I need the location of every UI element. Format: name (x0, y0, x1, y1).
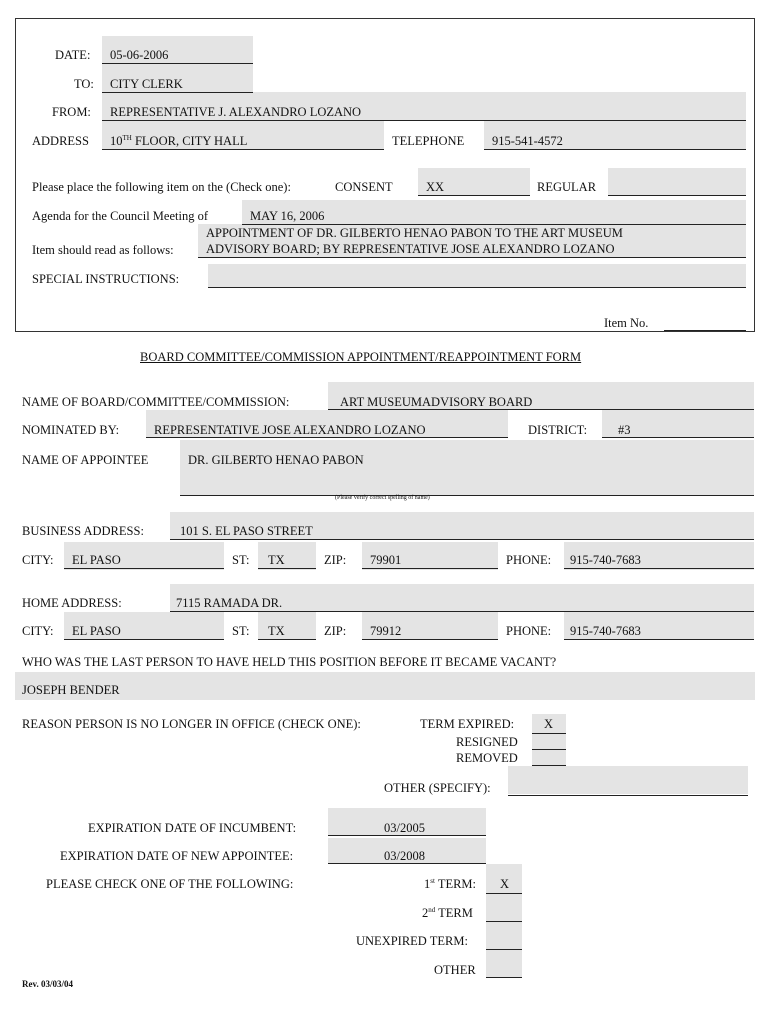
other-term-label: OTHER (434, 963, 476, 977)
home-phone-underline (564, 639, 754, 640)
home-st-label: ST: (232, 624, 250, 638)
business-address-value: 101 S. EL PASO STREET (180, 524, 313, 538)
term-expired-value: X (544, 717, 554, 731)
term-expired-label: TERM EXPIRED: (420, 717, 515, 731)
consent-value: XX (426, 180, 445, 194)
unexpired-term-underline (486, 949, 522, 950)
first-term-value: X (500, 877, 510, 891)
home-address-underline (170, 611, 754, 612)
regular-underline (608, 195, 746, 196)
regular-label: REGULAR (537, 180, 597, 194)
second-term-rest: TERM (435, 906, 473, 920)
home-st-value: TX (268, 624, 285, 638)
exp-new-value: 03/2008 (384, 849, 425, 863)
item-read-label: Item should read as follows: (32, 243, 174, 257)
board-value: ART MUSEUMADVISORY BOARD (340, 395, 533, 409)
removed-underline (532, 765, 566, 766)
second-term-underline (486, 921, 522, 922)
resigned-underline (532, 749, 566, 750)
removed-field[interactable] (532, 750, 566, 766)
business-zip-value: 79901 (370, 553, 402, 567)
first-term-number: 1 (424, 877, 431, 891)
business-st-label: ST: (232, 553, 250, 567)
resigned-field[interactable] (532, 734, 566, 750)
item-read-line2: ADVISORY BOARD; BY REPRESENTATIVE JOSE ALEXANDRO LOZANO (206, 242, 615, 256)
home-st-field[interactable] (258, 612, 316, 640)
check-one-label: PLEASE CHECK ONE OF THE FOLLOWING: (46, 877, 294, 891)
home-zip-underline (362, 639, 498, 640)
last-person-value: JOSEPH BENDER (22, 683, 120, 697)
exp-incumbent-label: EXPIRATION DATE OF INCUMBENT: (88, 821, 297, 835)
business-zip-label: ZIP: (324, 553, 347, 567)
nominated-value: REPRESENTATIVE JOSE ALEXANDRO LOZANO (154, 423, 426, 437)
address-underline (102, 149, 384, 150)
unexpired-term-label: UNEXPIRED TERM: (356, 934, 468, 948)
agenda-value: MAY 16, 2006 (250, 209, 325, 223)
second-term-field[interactable] (486, 894, 522, 922)
other-specify-label: OTHER (SPECIFY): (384, 781, 491, 795)
first-term-suffix: st (430, 877, 435, 885)
other-term-underline (486, 977, 522, 978)
last-person-question: WHO WAS THE LAST PERSON TO HAVE HELD THIS POSITION BEFORE IT BECAME VACANT? (22, 655, 557, 669)
business-phone-label: PHONE: (506, 553, 552, 567)
revision-label: Rev. 03/03/04 (22, 979, 73, 989)
date-value: 05-06-2006 (110, 48, 169, 62)
consent-label: CONSENT (335, 180, 393, 194)
removed-label: REMOVED (456, 751, 518, 765)
address-rest: FLOOR, CITY HALL (131, 134, 248, 148)
business-city-value: EL PASO (72, 553, 121, 567)
term-expired-underline (532, 733, 566, 734)
home-address-value: 7115 RAMADA DR. (176, 596, 283, 610)
second-term-number: 2 (422, 906, 429, 920)
unexpired-term-field[interactable] (486, 922, 522, 950)
home-city-value: EL PASO (72, 624, 121, 638)
district-label: DISTRICT: (528, 423, 588, 437)
business-city-underline (64, 568, 224, 569)
appointee-field[interactable] (180, 440, 754, 496)
first-term-underline (486, 893, 522, 894)
district-underline (602, 437, 754, 438)
consent-underline (418, 195, 530, 196)
exp-incumbent-value: 03/2005 (384, 821, 425, 835)
business-st-field[interactable] (258, 542, 316, 570)
home-phone-value: 915-740-7683 (570, 624, 641, 638)
other-specify-underline (508, 795, 748, 796)
address-value (110, 134, 247, 149)
home-zip-value: 79912 (370, 624, 402, 638)
agenda-label: Agenda for the Council Meeting of (32, 209, 208, 223)
date-underline (102, 63, 253, 64)
item-no-label: Item No. (604, 316, 649, 330)
appointee-label: NAME OF APPOINTEE (22, 453, 149, 467)
home-st-underline (258, 639, 316, 640)
other-term-field[interactable] (486, 950, 522, 978)
business-st-value: TX (268, 553, 285, 567)
appointee-value: DR. GILBERTO HENAO PABON (188, 453, 364, 467)
reason-label: REASON PERSON IS NO LONGER IN OFFICE (CHECK ONE): (22, 717, 361, 731)
item-read-line1: APPOINTMENT OF DR. GILBERTO HENAO PABON TO THE ART MUSEUM (206, 226, 623, 240)
appointee-underline (180, 495, 754, 496)
form-title: BOARD COMMITTEE/COMMISSION APPOINTMENT/REAPPOINTMENT FORM (140, 350, 582, 364)
telephone-underline (484, 149, 746, 150)
second-term-suffix: nd (428, 906, 436, 914)
item-read-underline (198, 257, 746, 258)
to-label: TO: (74, 77, 94, 91)
board-underline (328, 409, 754, 410)
to-value: CITY CLERK (110, 77, 183, 91)
second-term-label (422, 906, 473, 921)
business-zip-underline (362, 568, 498, 569)
nominated-label: NOMINATED BY: (22, 423, 120, 437)
home-zip-label: ZIP: (324, 624, 347, 638)
address-number: 10 (110, 134, 123, 148)
business-address-label: BUSINESS ADDRESS: (22, 524, 144, 538)
business-city-label: CITY: (22, 553, 54, 567)
district-value: #3 (618, 423, 631, 437)
telephone-label: TELEPHONE (392, 134, 465, 148)
last-person-field[interactable] (15, 672, 755, 700)
special-instructions-underline (208, 287, 746, 288)
home-address-label: HOME ADDRESS: (22, 596, 122, 610)
business-phone-underline (564, 568, 754, 569)
business-phone-value: 915-740-7683 (570, 553, 641, 567)
address-label: ADDRESS (32, 134, 89, 148)
other-specify-field[interactable] (508, 766, 748, 794)
nominated-underline (146, 437, 508, 438)
address-suffix: TH (122, 134, 132, 142)
resigned-label: RESIGNED (456, 735, 518, 749)
agenda-underline (242, 224, 746, 225)
regular-field[interactable] (608, 168, 746, 196)
business-st-underline (258, 568, 316, 569)
from-value: REPRESENTATIVE J. ALEXANDRO LOZANO (110, 105, 362, 119)
telephone-value: 915-541-4572 (492, 134, 563, 148)
home-phone-label: PHONE: (506, 624, 552, 638)
place-item-text: Please place the following item on the (Check one): (32, 180, 291, 194)
business-address-underline (170, 539, 754, 540)
special-instructions-label: SPECIAL INSTRUCTIONS: (32, 272, 180, 286)
special-instructions-field[interactable] (208, 264, 746, 288)
board-label: NAME OF BOARD/COMMITTEE/COMMISSION: (22, 395, 290, 409)
item-no-underline[interactable] (664, 330, 746, 331)
from-label: FROM: (52, 105, 91, 119)
exp-new-underline (328, 863, 486, 864)
exp-incumbent-underline (328, 835, 486, 836)
date-label: DATE: (55, 48, 91, 62)
spelling-note: (Please verify correct spelling of name) (335, 495, 430, 501)
exp-new-label: EXPIRATION DATE OF NEW APPOINTEE: (60, 849, 294, 863)
first-term-label (424, 877, 476, 892)
from-underline (102, 120, 746, 121)
home-city-label: CITY: (22, 624, 54, 638)
home-city-underline (64, 639, 224, 640)
first-term-rest: TERM: (434, 877, 477, 891)
to-underline (102, 92, 253, 93)
